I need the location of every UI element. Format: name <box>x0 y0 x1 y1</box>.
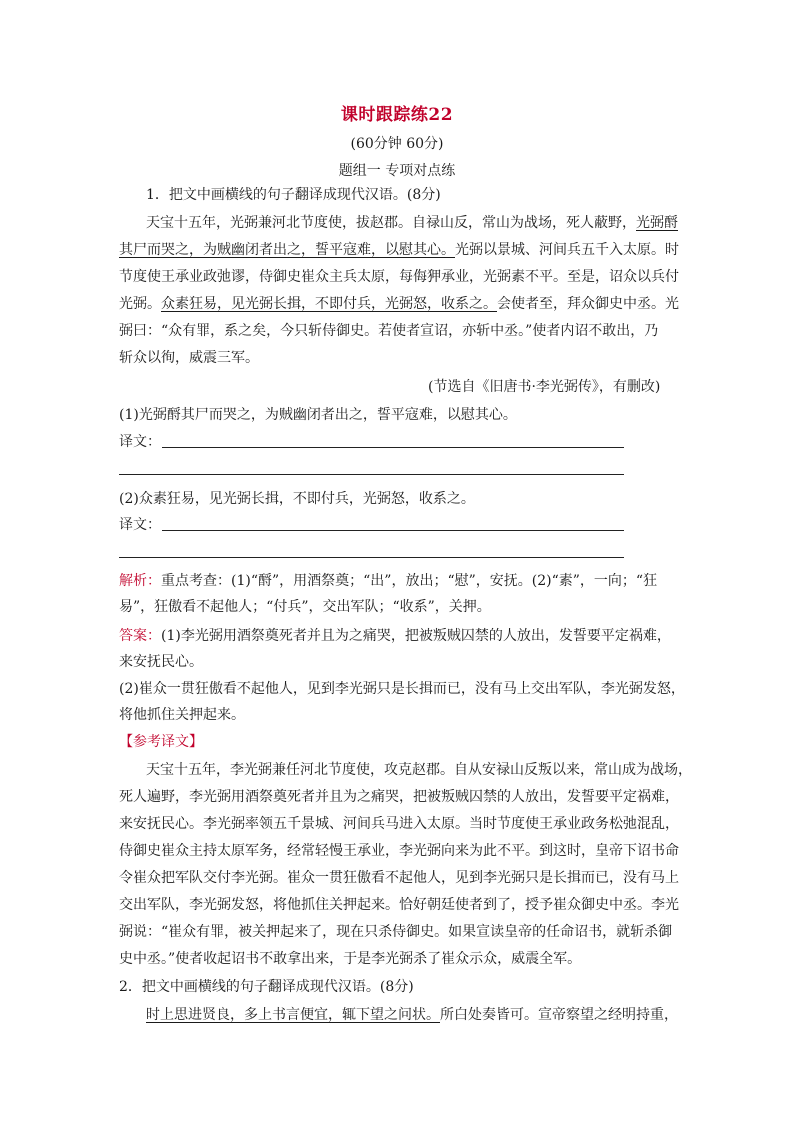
underlined-sentence: 时上思进贤良，多上书言便宜，辄下望之问状。 <box>146 1007 440 1023</box>
passage-text: 天宝十五年，光弼兼河北节度使，拔赵郡。自禄山反，常山为战场，死人蔽野， <box>146 215 636 231</box>
passage-text: 光弼。 <box>119 296 161 312</box>
answer-line-text: (2)崔众一贯狂傲看不起他人，见到李光弼只是长揖而已，没有马上交出军队，李光弼发怒， <box>119 681 685 697</box>
underlined-sentence: 其尸而哭之，为贼幽闭者出之，誓平寇难，以慰其心。 <box>119 242 455 258</box>
reference-line: 侍御史崔众主持太原军务，经常轻慢王承业，李光弼向来为此不平。到这时，皇帝下诏书命 <box>119 843 679 859</box>
group-heading: 题组一 专项对点练 <box>338 163 456 179</box>
sub-question-2: (2)众素狂易，见光弼长揖，不即付兵，光弼怒，收系之。 <box>119 491 475 507</box>
q2-prompt: 2．把文中画横线的句子翻译成现代汉语。(8分) <box>119 979 414 995</box>
passage-line <box>119 294 679 314</box>
passage-text: 所白处奏皆可。宣帝察望之经明持重， <box>440 1007 678 1023</box>
reference-line: 交出军队，李光弼发怒，将他抓住关押起来。恰好朝廷使者到了，授予崔众御史中丞。李光 <box>119 897 679 913</box>
analysis-line: 易”，狂傲看不起他人；“付兵”，交出军队；“收系”，关押。 <box>119 599 491 615</box>
analysis-line <box>119 571 657 591</box>
answer-line[interactable] <box>162 447 624 448</box>
answer-label: 答案： <box>119 628 161 644</box>
answer-line[interactable] <box>119 557 624 558</box>
answer-line-text: 将他抓住关押起来。 <box>119 707 245 723</box>
reference-line: 史中丞。”使者收起诏书不敢拿出来，于是李光弼杀了崔众示众，威震全军。 <box>119 951 582 967</box>
reference-line: 天宝十五年，李光弼兼任河北节度使，攻克赵郡。自从安禄山反叛以来，常山成为战场， <box>146 762 692 778</box>
page-title: 课时跟踪练22 <box>340 105 454 125</box>
answer-line[interactable] <box>119 474 624 475</box>
passage-line <box>119 240 679 260</box>
passage-text: 会使者至，拜众御史中丞。光 <box>497 296 679 312</box>
translate-label: 译文： <box>119 517 161 533</box>
translate-label: 译文： <box>119 434 161 450</box>
answer-line[interactable] <box>162 530 624 531</box>
analysis-label: 解析： <box>119 573 161 589</box>
passage-line: 斩众以徇，威震三军。 <box>119 350 259 366</box>
passage-line <box>146 1005 678 1025</box>
answer-line-text <box>119 626 671 646</box>
passage-line <box>146 213 678 233</box>
sub-question-1: (1)光弼酹其尸而哭之，为贼幽闭者出之，誓平寇难，以慰其心。 <box>119 407 517 423</box>
underlined-sentence: 众素狂易，见光弼长揖，不即付兵，光弼怒，收系之。 <box>161 296 497 312</box>
reference-line: 来安抚民心。李光弼率领五千景城、河间兵马进入太原。当时节度使王承业政务松弛混乱， <box>119 816 679 832</box>
reference-line: 死人遍野，李光弼用酒祭奠死者并且为之痛哭，把被叛贼囚禁的人放出，发誓要平定祸难， <box>119 789 679 805</box>
answer-line-text: 来安抚民心。 <box>119 654 203 670</box>
answer-text: (1)李光弼用酒祭奠死者并且为之痛哭，把被叛贼囚禁的人放出，发誓要平定祸难， <box>161 628 671 644</box>
passage-source: (节选自《旧唐书·李光弼传》，有删改) <box>428 379 661 395</box>
passage-line: 节度使王承业政弛谬，侍御史崔众主兵太原，每侮狎承业，光弼素不平。至是，诏众以兵付 <box>119 269 679 285</box>
passage-text: 光弼以景城、河间兵五千入太原。时 <box>455 242 679 258</box>
passage-line: 弼曰：“众有罪，系之矣，今只斩侍御史。若使者宣诏，亦斩中丞。”使者内诏不敢出，乃 <box>119 323 659 339</box>
reference-line: 弼说：“崔众有罪，被关押起来了，现在只杀侍御史。如果宣读皇帝的任命诏书，就斩杀御 <box>119 924 673 940</box>
reference-line: 令崔众把军队交付李光弼。崔众一贯狂傲看不起他人，见到李光弼只是长揖而已，没有马上 <box>119 870 679 886</box>
reference-label: 【参考译文】 <box>119 734 203 750</box>
q1-prompt: 1．把文中画横线的句子翻译成现代汉语。(8分) <box>146 187 441 203</box>
time-score: (60分钟 60分) <box>350 136 444 152</box>
analysis-text: 重点考查：(1)“酹”，用酒祭奠；“出”，放出；“慰”，安抚。(2)“素”，一向；“狂 <box>161 573 658 589</box>
underlined-sentence: 光弼酹 <box>636 215 678 231</box>
